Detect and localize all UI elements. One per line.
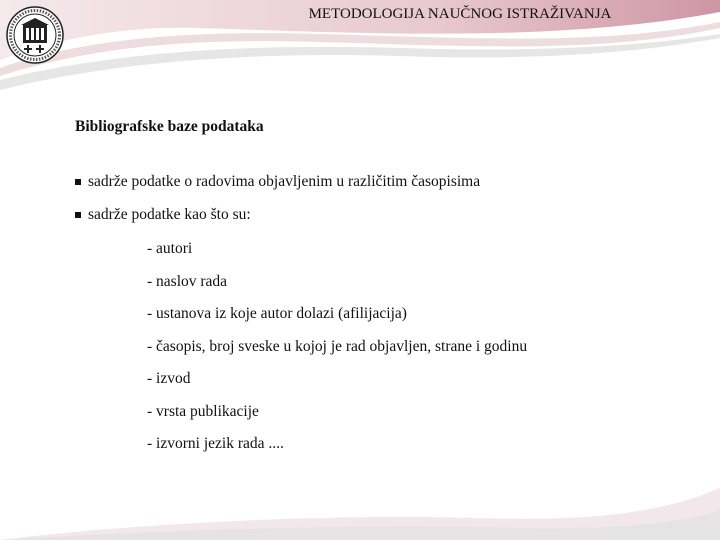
list-item: - vrsta publikacije (147, 402, 259, 420)
bullet-text: sadrže podatke kao što su: (88, 206, 251, 223)
square-bullet-icon (75, 212, 81, 218)
bullet-item (75, 173, 695, 191)
bullet-text: sadrže podatke o radovima objavljenim u različitim časopisima (88, 173, 481, 190)
section-title: Bibliografske baze podataka (75, 118, 264, 135)
list-item: - izvorni jezik rada .... (147, 435, 284, 452)
main-content (75, 118, 695, 467)
list-item: - naslov rada (147, 272, 228, 290)
bullet-item (75, 206, 695, 224)
university-seal-icon (5, 5, 65, 65)
list-item: - ustanova iz koje autor dolazi (afilijacija) (147, 305, 407, 322)
page-title: METODOLOGIJA NAUČNOG ISTRAŽIVANJA (308, 6, 612, 22)
list-item: - autori (147, 240, 193, 257)
square-bullet-icon (75, 179, 81, 185)
sub-list (147, 239, 695, 453)
footer-decoration (0, 470, 720, 540)
list-item: - časopis, broj sveske u kojoj je rad objavljen, strane i godinu (147, 337, 528, 355)
list-item: - izvod (147, 370, 191, 387)
